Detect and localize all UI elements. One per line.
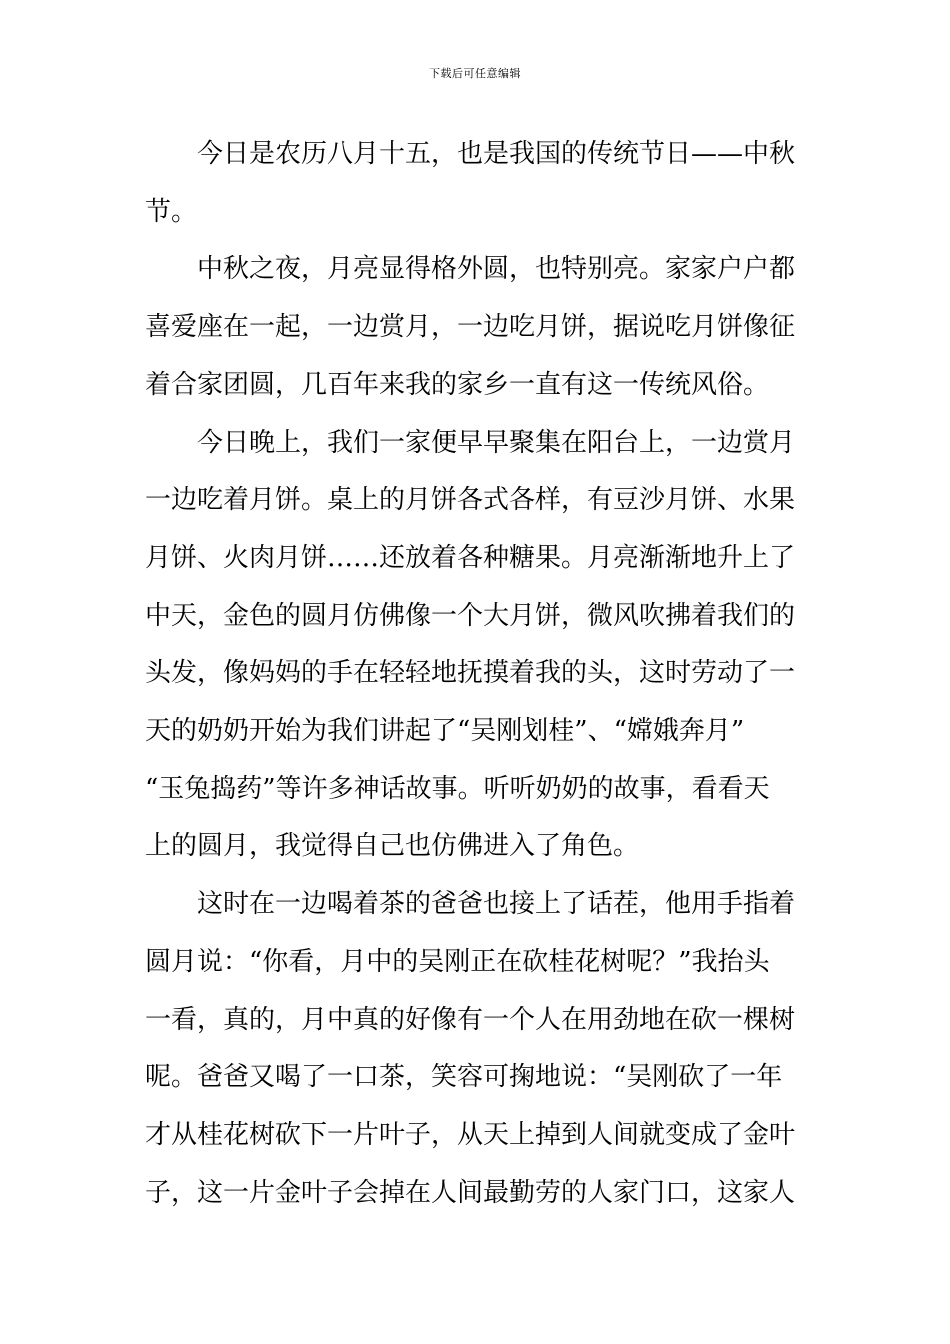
paragraph-line: 才从桂花树砍下一片叶子，从天上掉到人间就变成了金叶	[145, 1119, 796, 1150]
paragraph-line: 节。	[145, 196, 198, 227]
paragraph-line: 这时在一边喝着茶的爸爸也接上了话茬，他用手指着	[197, 889, 796, 920]
paragraph-line: 一看，真的，月中真的好像有一个人在用劲地在砍一棵树	[145, 1004, 796, 1035]
page-header: 下载后可任意编辑	[429, 67, 521, 80]
article-body	[145, 126, 809, 1222]
paragraph-line: 圆月说：“你看，月中的吴刚正在砍桂花树呢？”我抬头	[145, 946, 770, 977]
paragraph-line: 着合家团圆，几百年来我的家乡一直有这一传统风俗。	[145, 369, 770, 400]
paragraph-line: 呢。爸爸又喝了一口茶，笑容可掬地说：“吴刚砍了一年	[145, 1062, 783, 1093]
paragraph-line: 上的圆月，我觉得自己也仿佛进入了角色。	[145, 831, 640, 862]
paragraph-line: 今日晚上，我们一家便早早聚集在阳台上，一边赏月	[197, 427, 796, 458]
paragraph-line: 喜爱座在一起，一边赏月，一边吃月饼，据说吃月饼像征	[145, 312, 796, 343]
paragraph-line: 子，这一片金叶子会掉在人间最勤劳的人家门口，这家人	[145, 1177, 796, 1208]
paragraph-line: 一边吃着月饼。桌上的月饼各式各样，有豆沙月饼、水果	[145, 485, 796, 516]
paragraph-line: “玉兔捣药”等许多神话故事。听听奶奶的故事，看看天	[145, 773, 770, 804]
paragraph-line: 中天，金色的圆月仿佛像一个大月饼，微风吹拂着我们的	[145, 600, 796, 631]
paragraph-line: 中秋之夜，月亮显得格外圆，也特别亮。家家户户都	[197, 254, 796, 285]
paragraph-line: 月饼、火肉月饼……还放着各种糖果。月亮渐渐地升上了	[145, 542, 796, 573]
paragraph-line: 天的奶奶开始为我们讲起了“吴刚划桂”、“嫦娥奔月”	[145, 716, 745, 747]
paragraph-line: 头发，像妈妈的手在轻轻地抚摸着我的头，这时劳动了一	[145, 658, 796, 689]
paragraph-line: 今日是农历八月十五，也是我国的传统节日——中秋	[197, 139, 796, 169]
